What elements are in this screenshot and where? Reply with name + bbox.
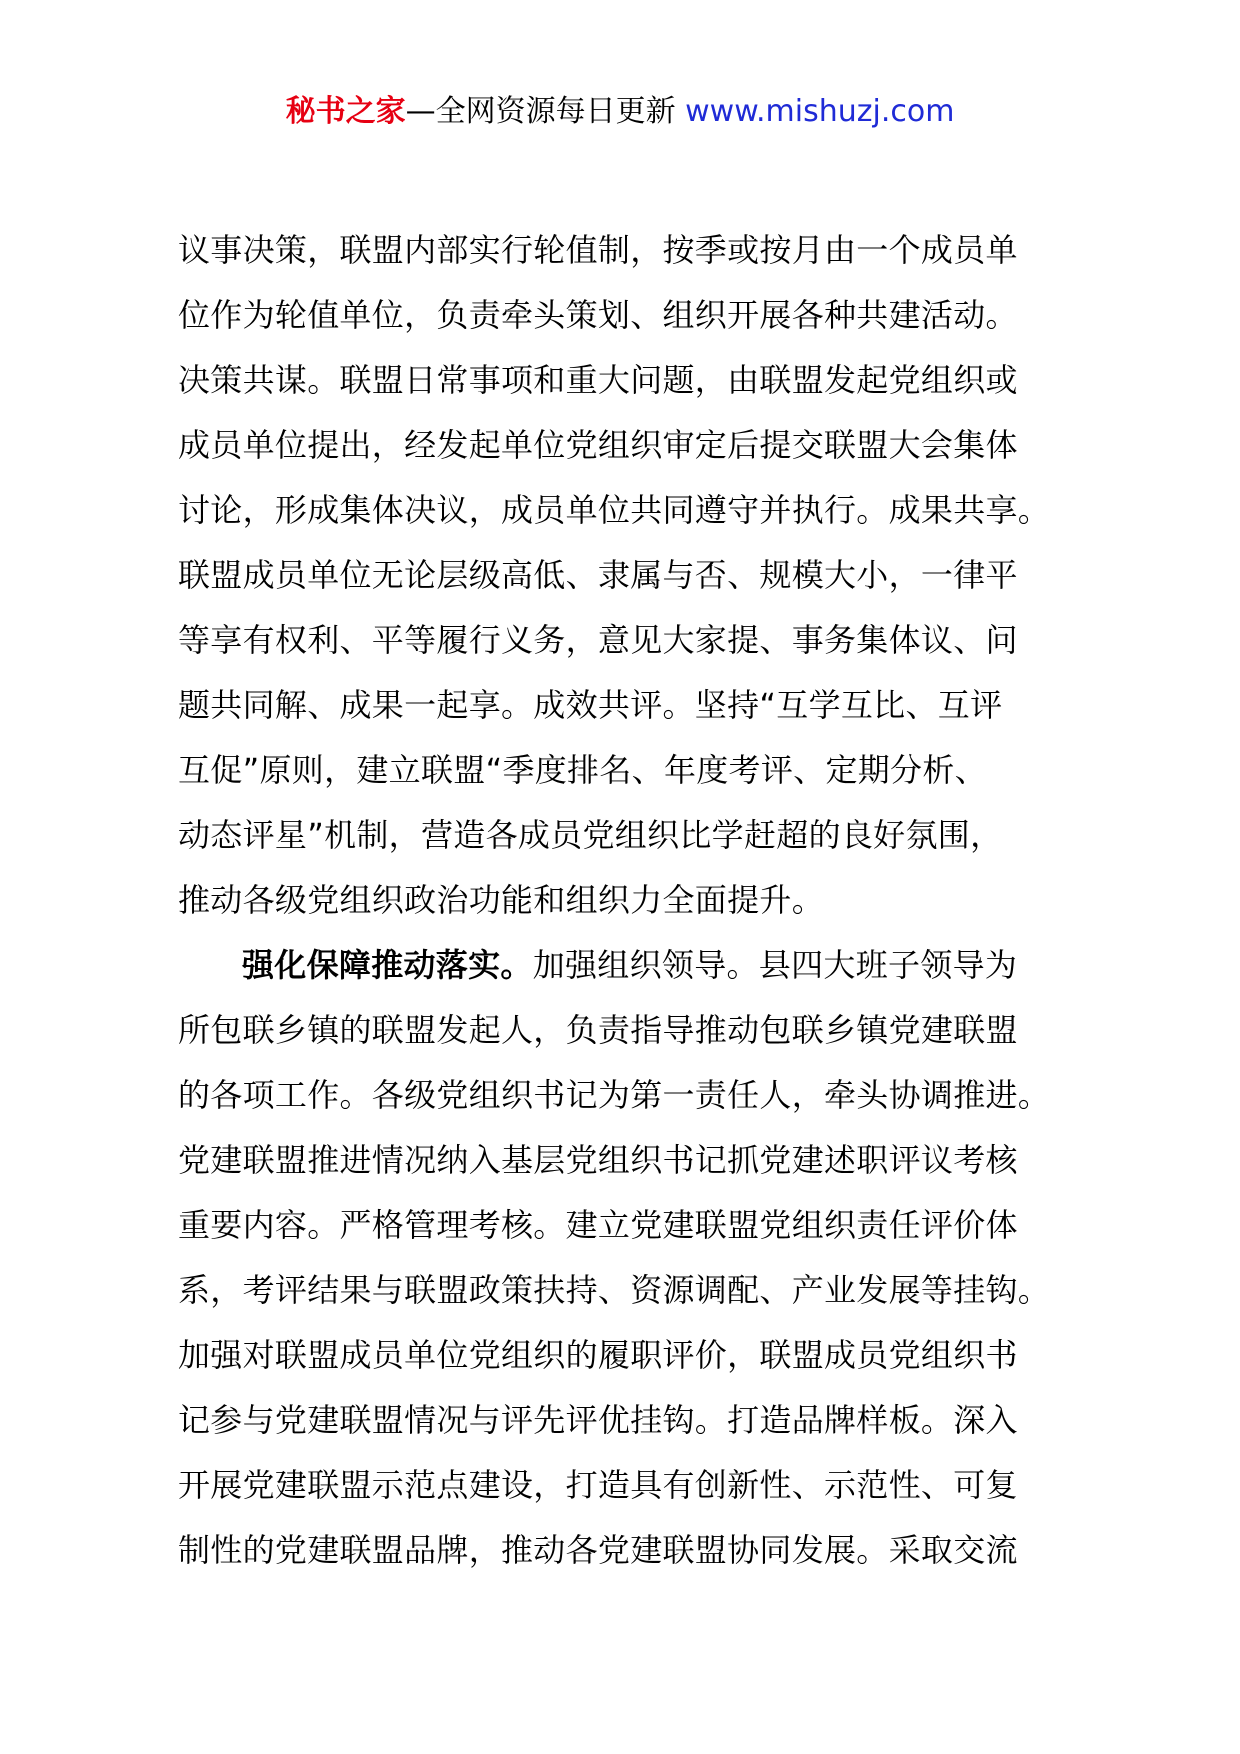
text-line: 成员单位提出，经发起单位党组织审定后提交联盟大会集体 — [178, 426, 1018, 464]
text-line: 制性的党建联盟品牌，推动各党建联盟协同发展。采取交流 — [178, 1531, 1018, 1569]
paragraph-heading: 强化保障推动落实。 — [242, 946, 533, 984]
text-line: 加强对联盟成员单位党组织的履职评价，联盟成员党组织书 — [178, 1336, 1018, 1374]
text-line: 党建联盟推进情况纳入基层党组织书记抓党建述职评议考核 — [178, 1141, 1018, 1179]
text-line: 位作为轮值单位，负责牵头策划、组织开展各种共建活动。 — [178, 296, 1018, 334]
text-line: 互促”原则，建立联盟“季度排名、年度考评、定期分析、 — [178, 751, 987, 789]
brand-name: 秘书之家 — [285, 94, 406, 129]
text-line: 的各项工作。各级党组织书记为第一责任人，牵头协调推进。 — [178, 1076, 1051, 1114]
text-line: 联盟成员单位无论层级高低、隶属与否、规模大小，一律平 — [178, 556, 1018, 594]
text-line: 推动各级党组织政治功能和组织力全面提升。 — [178, 881, 825, 919]
first-line-text: 加强组织领导。县四大班子领导为 — [532, 946, 1018, 984]
text-line: 议事决策，联盟内部实行轮值制，按季或按月由一个成员单 — [178, 231, 1018, 269]
text-line: 题共同解、成果一起享。成效共评。坚持“互学互比、互评 — [178, 686, 1003, 724]
header-tagline: —全网资源每日更新 — [405, 94, 686, 129]
paragraph-2 — [178, 933, 1088, 1583]
paragraph-first-line — [178, 933, 1088, 998]
page-header — [0, 92, 1240, 132]
header-url[interactable]: www.mishuzj.com — [685, 94, 955, 129]
text-line: 所包联乡镇的联盟发起人，负责指导推动包联乡镇党建联盟 — [178, 1011, 1018, 1049]
text-line: 重要内容。严格管理考核。建立党建联盟党组织责任评价体 — [178, 1206, 1018, 1244]
text-line: 动态评星”机制，营造各成员党组织比学赶超的良好氛围， — [178, 816, 1003, 854]
text-line: 开展党建联盟示范点建设，打造具有创新性、示范性、可复 — [178, 1466, 1018, 1504]
text-line: 记参与党建联盟情况与评先评优挂钩。打造品牌样板。深入 — [178, 1401, 1018, 1439]
text-line: 等享有权利、平等履行义务，意见大家提、事务集体议、问 — [178, 621, 1018, 659]
paragraph-1 — [178, 218, 1088, 933]
text-line: 决策共谋。联盟日常事项和重大问题，由联盟发起党组织或 — [178, 361, 1018, 399]
text-line: 讨论，形成集体决议，成员单位共同遵守并执行。成果共享。 — [178, 491, 1051, 529]
text-line: 系，考评结果与联盟政策扶持、资源调配、产业发展等挂钩。 — [178, 1271, 1051, 1309]
document-body — [178, 218, 1088, 1583]
